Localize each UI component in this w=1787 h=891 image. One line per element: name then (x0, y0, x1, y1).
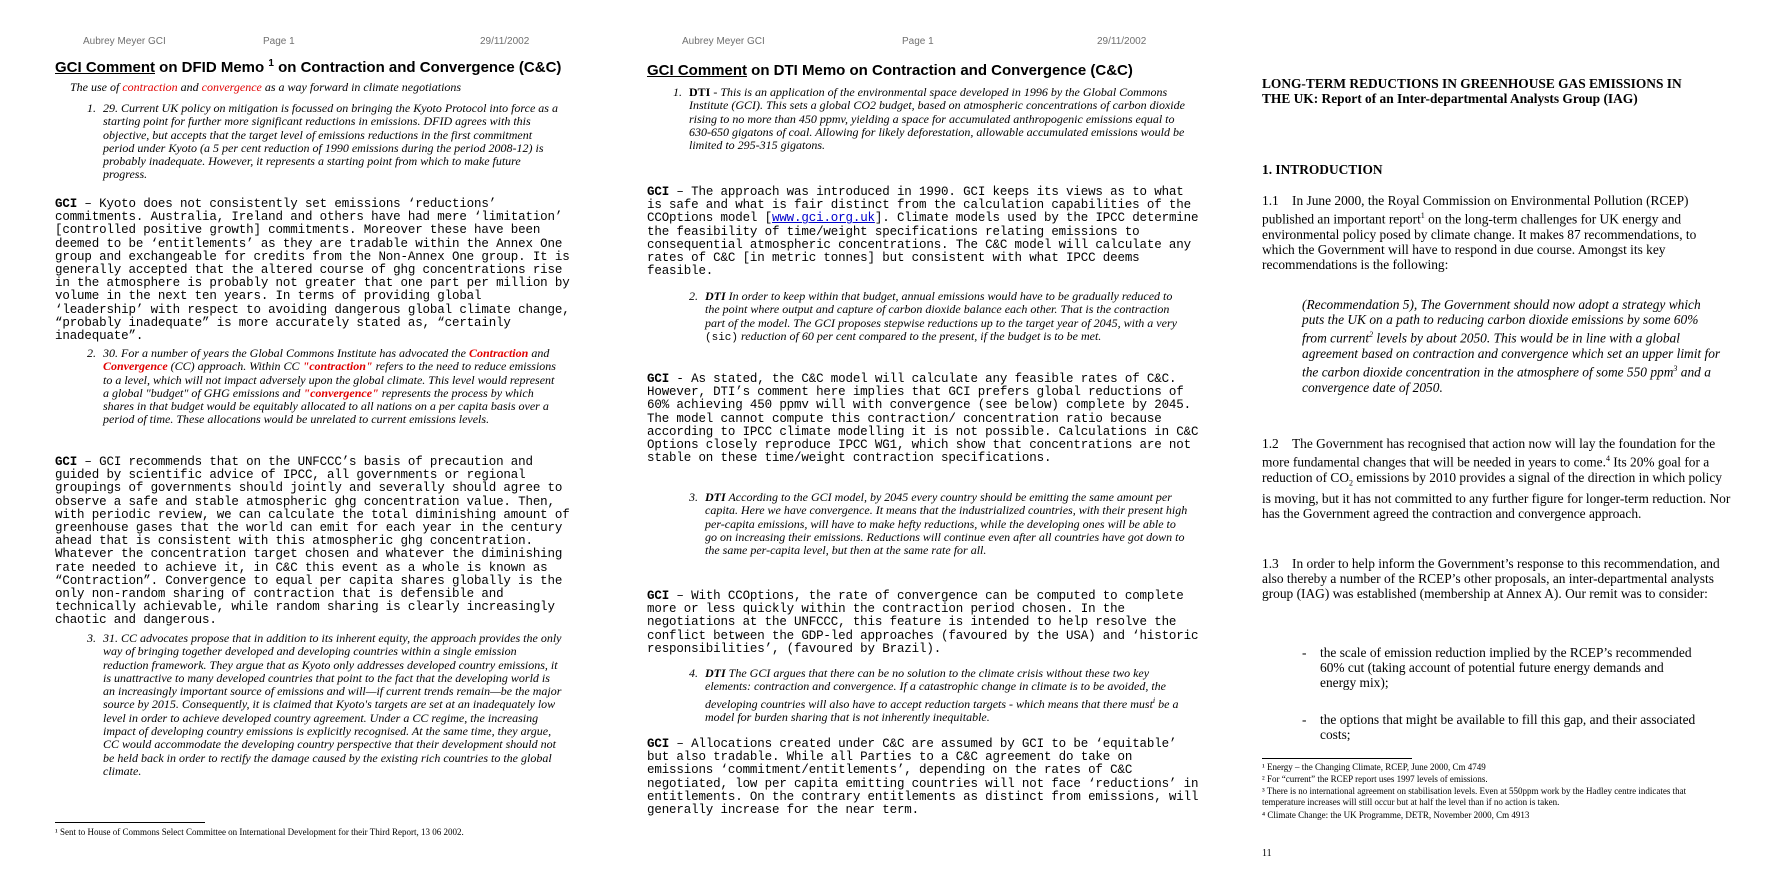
document-page-1 (55, 0, 575, 891)
quote-block: 1. 29. Current UK policy on mitigation is focussed on bringing the Kyoto Protocol into force as a starting point for further more significant reductions in emissions. DFID agrees with this objective, but accepts that the target level of emissions reductions in the first commitment period under Kyoto (a 5 per cent reduction of 1990 emissions during the period 2008-12) is probably inadequate. However, it represents a starting point from which to make future progress. (87, 101, 558, 182)
quote-block: 2. 30. For a number of years the Global Commons Institute has advocated the Contraction and Convergence (CC) approach. Within CC "contraction" refers to the need to reduce emissions to a level, which will not impact adversely upon the global climate. This level would represent a global "budget" of GHG emissions and "convergence" represents the process by which shares in that budget would be equitably allocated to all nations on a per capita basis over a period of time. These allocations would be unrelated to current emissions levels. (87, 346, 556, 427)
footnote-divider (1262, 758, 1412, 759)
quote-block: 3. DTI According to the GCI model, by 2045 every country should be emitting the same amount per capita. Here we have convergence. It means that the industrialized countries, with their present high per-capita emissions, will have to make hefty reductions, while the developing ones will be able to go on increasing their emissions. Reductions will continue even after all countries have got down to the same per-capita level, but then at the same rate for all. (689, 490, 1188, 558)
bullet-item: - the scale of emission reduction implied by the RCEP’s recommended 60% cut (taking account of potential future energy demands and energy mix); (1302, 645, 1692, 691)
header-author: Aubrey Meyer GCI (83, 36, 166, 47)
page-header (55, 36, 575, 50)
quote-block: 2. DTI In order to keep within that budget, annual emissions would have to be gradually reduced to the point where output and capture of carbon dioxide balance each other. That is the contraction part of the model. The GCI proposes stepwise reductions up to the target year of 2045, with a very (sic) reduction of 60 per cent compared to the present, if the budget is to be met. (689, 289, 1177, 344)
bullet-item: - the options that might be available to fill this gap, and their associated costs; (1302, 712, 1696, 743)
gci-comment: GCI – Allocations created under C&C are assumed by GCI to be ‘equitable’ but also tradable. While all Parties to a C&C agreement do take on emissions ‘commitment/entitlements’, depending on the rates of C&C negotiated, low per capita emitting countries will not face ‘reductions’ in entitlements. On the contrary entitlements as distinct from emissions, will generally increase for the near term. (647, 737, 1199, 818)
gci-website-link[interactable]: www.gci.org.uk (771, 211, 875, 226)
header-date: 29/11/2002 (1097, 36, 1147, 47)
footnote: ³ There is no international agreement on stabilisation levels. Even at 550ppm work by the Hadley centre indicates that temperature increases will still occur but at half the level than if no action is taken. (1262, 786, 1687, 807)
header-author: Aubrey Meyer GCI (682, 36, 765, 47)
quote-block: 1. DTI - This is an application of the environmental space developed in 1996 by the Global Commons Institute (GCI). This sets a global CO2 budget, based on atmospheric concentrations of carbon dioxide rising to no more than 450 ppmv, yielding a space for accumulated anthropogenic emissions equal to 630-650 gigatons of coal. Allowing for likely deforestation, allowable accumulated emissions would be limited to 295-315 gigatons. (673, 85, 1185, 153)
document-page-3 (1262, 0, 1732, 891)
gci-comment: GCI – Kyoto does not consistently set emissions ‘reductions’ commitments. Australia, Ireland and others have had mere ‘limitation’ [controlled positive growth] commitments. Moreover these have been deemed to be ‘entitlements’ as they are tradable within the Annex One group and exchangeable for credits from the Non-Annex One group. It is generally accepted that the altered course of ghg concentrations rise in the atmosphere is probably not greater that one part per million by volume in the next ten years. In terms of providing global ‘leadership’ with respect to avoiding dangerous global climate change, “probably inadequate” is more accurately stated as, “certainly inadequate”. (55, 197, 570, 344)
page-title: GCI Comment on DFID Memo $^1$ on Contraction and Convergence (C&C) (55, 58, 562, 76)
paragraph-1-3: 1.3 In order to help inform the Government’s response to this recommendation, and also thereby a number of the RCEP’s other proposals, an inter-departmental analysts group (IAG) was established (membership at Annex A). Our remit was to consider: (1262, 556, 1720, 602)
gci-comment: GCI – GCI recommends that on the UNFCCC’s basis of precaution and guided by scientific advice of IPCC, all governments or regional groupings of governments should jointly and severally should agree to observe a safe and stable atmospheric ghg concentration value. Then, with periodic review, we can calculate the total diminishing amount of greenhouse gases that the world can emit for each year in the century ahead that is consistent with this atmospheric ghg concentration. Whatever the concentration target chosen and whatever the diminishing rate needed to achieve it, in C&C this event as a whole is known as “Contraction”. Convergence to equal per capita shares globally is the only non-random sharing of contraction that is defensible and technically achievable, while random sharing is clearly increasingly chaotic and dangerous. (55, 455, 570, 628)
header-page-number: Page 1 (902, 36, 934, 47)
section-heading: 1. INTRODUCTION (1262, 162, 1383, 177)
footnote: ¹ Energy – the Changing Climate, RCEP, June 2000, Cm 4749 (1262, 762, 1486, 772)
header-date: 29/11/2002 (480, 36, 530, 47)
footnote: ⁴ Climate Change: the UK Programme, DETR, November 2000, Cm 4913 (1262, 810, 1530, 820)
footnote: ² For “current” the RCEP report uses 1997 levels of emissions. (1262, 774, 1488, 784)
page-number: 11 (1262, 848, 1272, 859)
page-title: GCI Comment on DTI Memo on Contraction and Convergence (C&C) (647, 62, 1133, 79)
header-page-number: Page 1 (263, 36, 295, 47)
page-header (647, 36, 1202, 50)
gci-comment: GCI – With CCOptions, the rate of convergence can be computed to complete more or less quickly within the contraction period chosen. In the negotiations at the UNFCCC, this feature is intended to help resolve the conflict between the GDP-led approaches (favoured by the USA) and ‘historic responsibilities’, (favoured by Brazil). (647, 589, 1199, 656)
footnote: ¹ Sent to House of Commons Select Committee on International Development for their Third Report, 13 06 2002. (55, 827, 464, 837)
recommendation-quote: (Recommendation 5), The Government should now adopt a strategy which puts the UK on a path to reducing carbon dioxide emissions by some 60% from current$^2$ levels by about 2050. This would be in line with a global agreement based on contraction and convergence which set an upper limit for the carbon dioxide concentration in the atmosphere of some 550 ppm$^3$ and a convergence date of 2050. (1302, 297, 1721, 395)
report-title: LONG-TERM REDUCTIONS IN GREENHOUSE GAS EMISSIONS IN THE UK: Report of an Inter-departmental Analysts Group (IAG) (1262, 76, 1682, 107)
document-page-2 (647, 0, 1202, 891)
gci-comment: GCI – The approach was introduced in 1990. GCI keeps its views as to what is safe and what is fair distinct from the calculation capabilities of the CCOptions model [www.gci.org.uk]. Climate models used by the IPCC determine the feasibility of time/weight specifications relating emissions to consequential atmospheric concentrations. The C&C model will calculate any rates of C&C [in metric tonnes] but consistent with what IPCC deems feasible. (647, 185, 1199, 279)
quote-block: 4. DTI The GCI argues that there can be no solution to the climate crisis without these two key elements: contraction and convergence. If a catastrophic change in climate is to be avoided, the developing countries will also have to accept reduction targets - which means that there must$^i$ be a model for burden sharing that is not inherently inequitable. (689, 666, 1179, 724)
subtitle: The use of contraction and convergence as a way forward in climate negotiations (70, 80, 462, 94)
quote-block: 3. 31. CC advocates propose that in addition to its inherent equity, the approach provides the only way of bringing together developed and developing countries within a single emission reduction framework. They argue that as Kyoto only addresses developed country emissions, it is unattractive to many developed countries that point to the fact that the developing world is an increasingly important source of emissions and will—if current trends remain—be the major source by 2015. Consequently, it is claimed that Kyoto's targets are set at an inadequately low level in order to achieve developed country agreement. Under a CC regime, the increasing impact of developing country emissions is explicitly recognised. At the same time, they argue, CC would accommodate the developing country perspective that their development should not be held back in order to rectify the damage caused by the existing rich countries to the global climate. (87, 631, 562, 778)
paragraph-1-2: 1.2 The Government has recognised that action now will lay the foundation for the more fundamental changes that will be needed in years to come.$^4$ Its 20% goal for a reduction of $CO_2$ emissions by 2010 provides a signal of the direction in which policy is moving, but it has not committed to any further figure for longer-term reduction. Nor has the Government agreed the contraction and convergence approach. (1262, 436, 1731, 521)
footnote-divider (55, 822, 205, 823)
gci-comment: GCI - As stated, the C&C model will calculate any feasible rates of C&C. However, DTI’s comment here implies that GCI prefers global reductions of 60% achieving 450 ppmv will with convergence (see below) complete by 2045. The model cannot compute this contraction/ concentration ratio because according to IPCC climate modelling it is not possible. Calculations in C&C Options closely reproduce IPCC WG1, which show that concentrations are not stable on these time/weight contraction specifications. (647, 372, 1199, 466)
paragraph-1-1: 1.1 In June 2000, the Royal Commission on Environmental Pollution (RCEP) published an important report$^1$ on the long-term challenges for UK energy and environmental policy posed by climate change. It makes 87 recommendations, to which the Government will have to respond in due course. Amongst its key recommendations is the following: (1262, 193, 1697, 273)
